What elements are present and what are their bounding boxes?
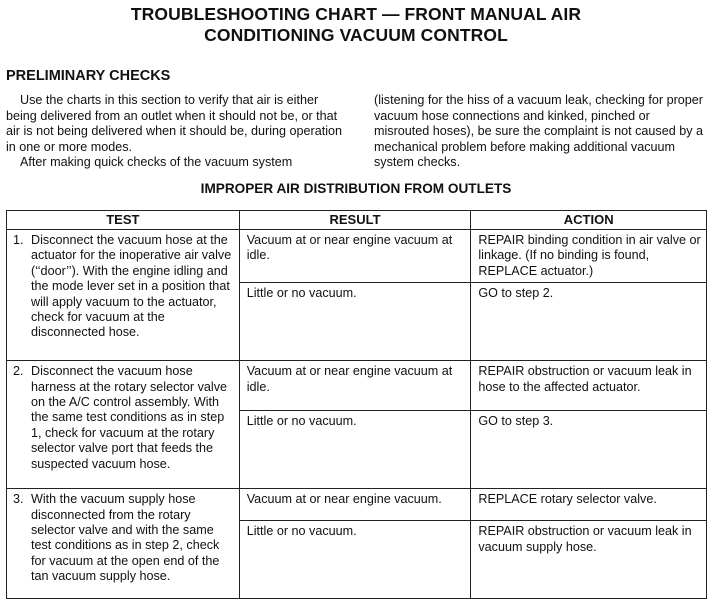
table-row [7, 489, 707, 521]
page-title [0, 4, 712, 46]
column-header-result: RESULT [239, 211, 471, 230]
test-text: Disconnect the vacuum hose at the actuator for the inoperative air valve (‘‘door’’). With the engine idling and the mode lever set in a position that will apply vacuum to the actuator, check for vacuum at the disconnected hose. [31, 233, 232, 340]
result-cell: Little or no vacuum. [239, 411, 471, 489]
title-line-1: TROUBLESHOOTING CHART — FRONT MANUAL AIR [130, 4, 582, 24]
column-header-test: TEST [7, 211, 240, 230]
column-header-action: ACTION [471, 211, 707, 230]
result-cell: Vacuum at or near engine vacuum at idle. [239, 230, 471, 283]
step-number: 3. [13, 492, 24, 507]
table-heading: IMPROPER AIR DISTRIBUTION FROM OUTLETS [200, 181, 512, 196]
table-header-row [7, 211, 707, 230]
action-cell: GO to step 3. [471, 411, 707, 489]
preliminary-right-column [374, 93, 708, 171]
troubleshooting-table [6, 210, 707, 599]
step-number: 1. [13, 233, 24, 247]
preliminary-paragraph-1: Use the charts in this section to verify that air is either being delivered from an outlet when it should not be, or that air is not being delivered when it should be, during operation in one or more modes. [6, 93, 343, 154]
test-text: With the vacuum supply hose disconnected from the rotary selector valve and with the same test conditions as in step 2, check for vacuum at the open end of the tan vacuum supply hose. [31, 492, 220, 584]
test-cell-step-1 [7, 230, 240, 361]
title-line-2: CONDITIONING VACUUM CONTROL [204, 25, 508, 45]
action-cell: REPLACE rotary selector valve. [471, 489, 707, 521]
preliminary-paragraph-3: (listening for the hiss of a vacuum leak, checking for proper vacuum hose connections and kinked, pinched or misrouted hoses), be sure the complaint is not caused by a mechanical problem before making additional vacuum system checks. [374, 93, 704, 170]
preliminary-paragraph-2: After making quick checks of the vacuum system [20, 155, 293, 170]
step-number: 2. [13, 364, 24, 379]
preliminary-left-column [6, 93, 348, 171]
preliminary-heading: PRELIMINARY CHECKS [6, 68, 171, 84]
test-cell-step-2 [7, 361, 240, 489]
result-cell: Little or no vacuum. [239, 521, 471, 599]
table-row [7, 230, 707, 283]
result-cell: Little or no vacuum. [239, 283, 471, 361]
action-cell: REPAIR obstruction or vacuum leak in hose to the affected actuator. [471, 361, 707, 411]
test-text: Disconnect the vacuum hose harness at the rotary selector valve on the A/C control assembly. With the same test conditions as in step 1, check for vacuum at the rotary selector valve port that feeds the suspected vacuum hose. [31, 364, 227, 471]
action-cell: REPAIR binding condition in air valve or linkage. (If no binding is found, REPLACE actuator.) [471, 230, 707, 283]
result-cell: Vacuum at or near engine vacuum at idle. [239, 361, 471, 411]
action-cell: REPAIR obstruction or vacuum leak in vacuum supply hose. [471, 521, 707, 599]
test-cell-step-3 [7, 489, 240, 599]
table-row [7, 361, 707, 411]
action-cell: GO to step 2. [471, 283, 707, 361]
result-cell: Vacuum at or near engine vacuum. [239, 489, 471, 521]
